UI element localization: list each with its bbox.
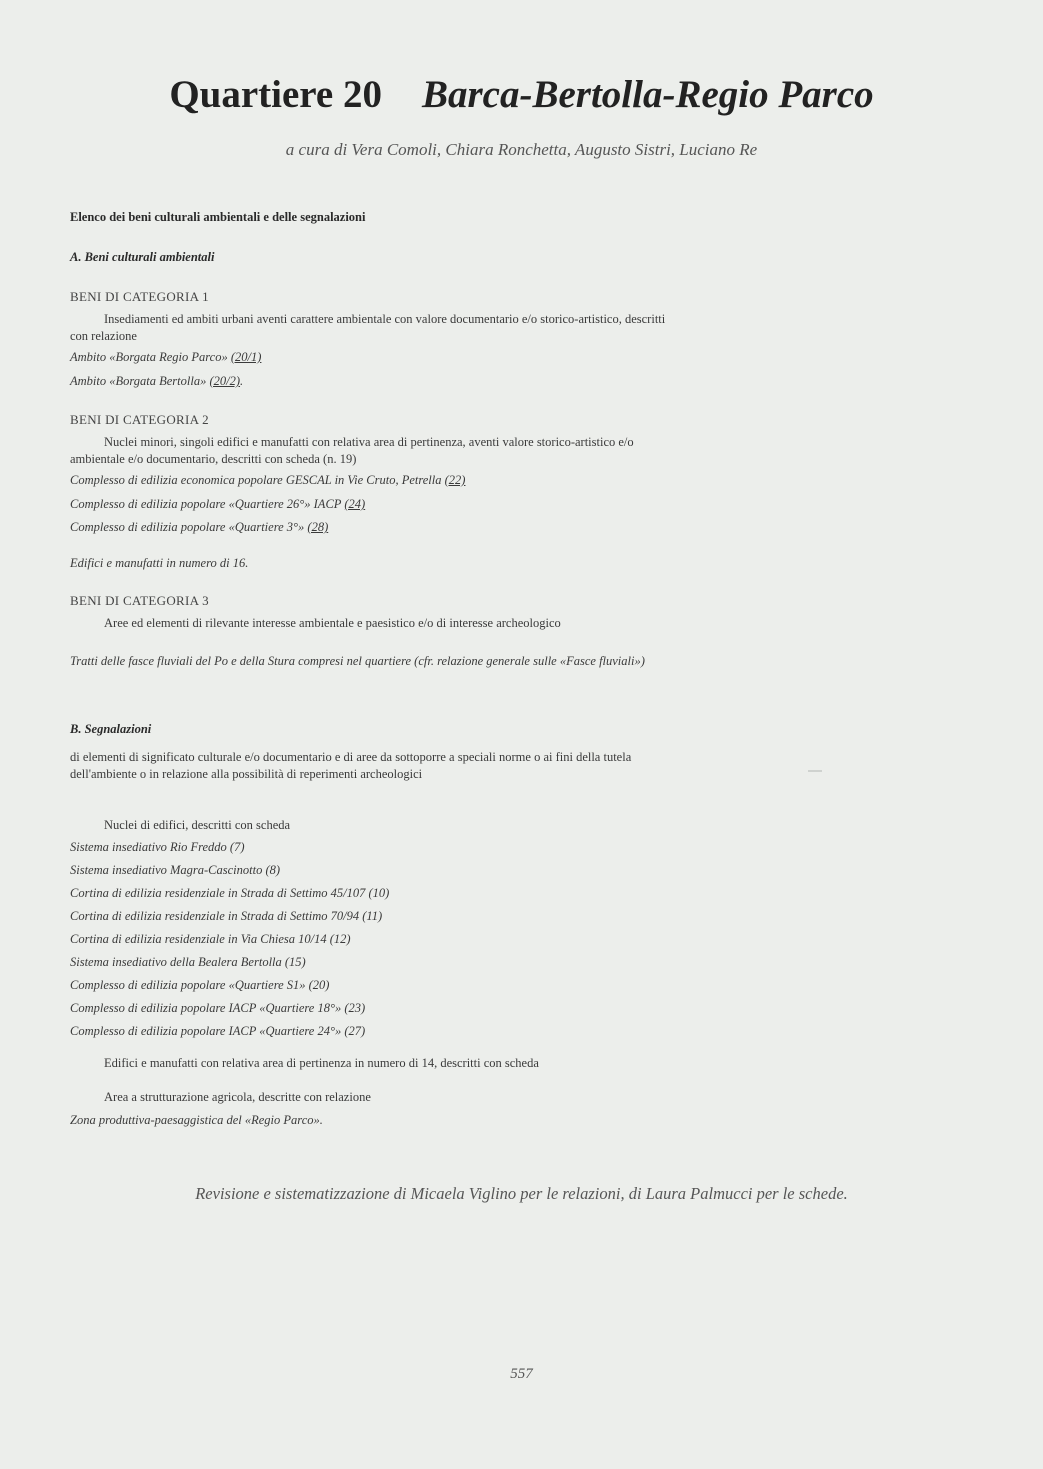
category-2-description: Nuclei minori, singoli edifici e manufatti con relativa area di pertinenza, aventi valore storico-artistico e/o ambientale e/o documentario, descritti con scheda (n. 19) [70,435,634,466]
list-item: Complesso di edilizia popolare IACP «Quartiere 24°» (27) [70,1024,366,1038]
list-item: Ambito «Borgata Regio Parco» (20/1) [70,350,262,364]
revision-credits: Revisione e sistematizzazione di Micaela Viglino per le relazioni, di Laura Palmucci per le schede. [195,1184,848,1203]
buildings-note: Edifici e manufatti con relativa area di pertinenza in numero di 14, descritti con scheda [104,1056,539,1070]
list-item: Complesso di edilizia popolare IACP «Quartiere 18°» (23) [70,1001,366,1015]
list-item: Complesso di edilizia economica popolare GESCAL in Vie Cruto, Petrella (22) [70,473,466,487]
list-item: Sistema insediativo della Bealera Bertolla (15) [70,955,306,969]
category-1-description: Insediamenti ed ambiti urbani aventi carattere ambientale con valore documentario e/o storico-artistico, descritti con relazione [70,312,666,343]
category-3-title: BENI DI CATEGORIA 3 [70,593,209,608]
list-item: Cortina di edilizia residenziale in Strada di Settimo 45/107 (10) [70,886,390,900]
list-heading: Elenco dei beni culturali ambientali e delle segnalazioni [70,210,366,224]
curators: a cura di Vera Comoli, Chiara Ronchetta, Augusto Sistri, Luciano Re [285,140,758,159]
scan-mark [808,770,822,772]
area-item: Zona produttiva-paesaggistica del «Regio Parco». [70,1113,323,1127]
list-item: Ambito «Borgata Bertolla» (20/2). [70,374,244,388]
quarter-name: Barca-Bertolla-Regio Parco [421,73,874,116]
list-item: Complesso di edilizia popolare «Quartiere 26°» IACP (24) [70,497,366,511]
list-item: Cortina di edilizia residenziale in Strada di Settimo 70/94 (11) [70,909,383,923]
section-a-heading: A. Beni culturali ambientali [70,250,215,264]
section-b-description: di elementi di significato culturale e/o documentario e di aree da sottoporre a speciali norme o ai fini della tutela dell'ambiente o in relazione alla possibilità di reperimenti archeologici [70,750,632,781]
page-title [0,72,1043,117]
category-2-title: BENI DI CATEGORIA 2 [70,412,209,427]
list-item: Complesso di edilizia popolare «Quartiere S1» (20) [70,978,330,992]
category-2-note: Edifici e manufatti in numero di 16. [70,556,249,570]
quarter-number: Quartiere 20 [169,73,382,116]
list-item: Complesso di edilizia popolare «Quartiere 3°» (28) [70,520,329,534]
category-1-title: BENI DI CATEGORIA 1 [70,289,209,304]
nuclei-heading: Nuclei di edifici, descritti con scheda [104,818,291,832]
category-3-item: Tratti delle fasce fluviali del Po e della Stura compresi nel quartiere (cfr. relazione generale sulle «Fasce fluviali») [70,654,645,668]
list-item: Sistema insediativo Magra-Cascinotto (8) [70,863,281,877]
list-item: Sistema insediativo Rio Freddo (7) [70,840,245,854]
area-heading: Area a strutturazione agricola, descritte con relazione [104,1090,371,1104]
category-3-description: Aree ed elementi di rilevante interesse ambientale e paesistico e/o di interesse archeologico [104,616,561,630]
page-number: 557 [510,1366,533,1382]
list-item: Cortina di edilizia residenziale in Via Chiesa 10/14 (12) [70,932,351,946]
section-b-heading: B. Segnalazioni [70,722,152,736]
